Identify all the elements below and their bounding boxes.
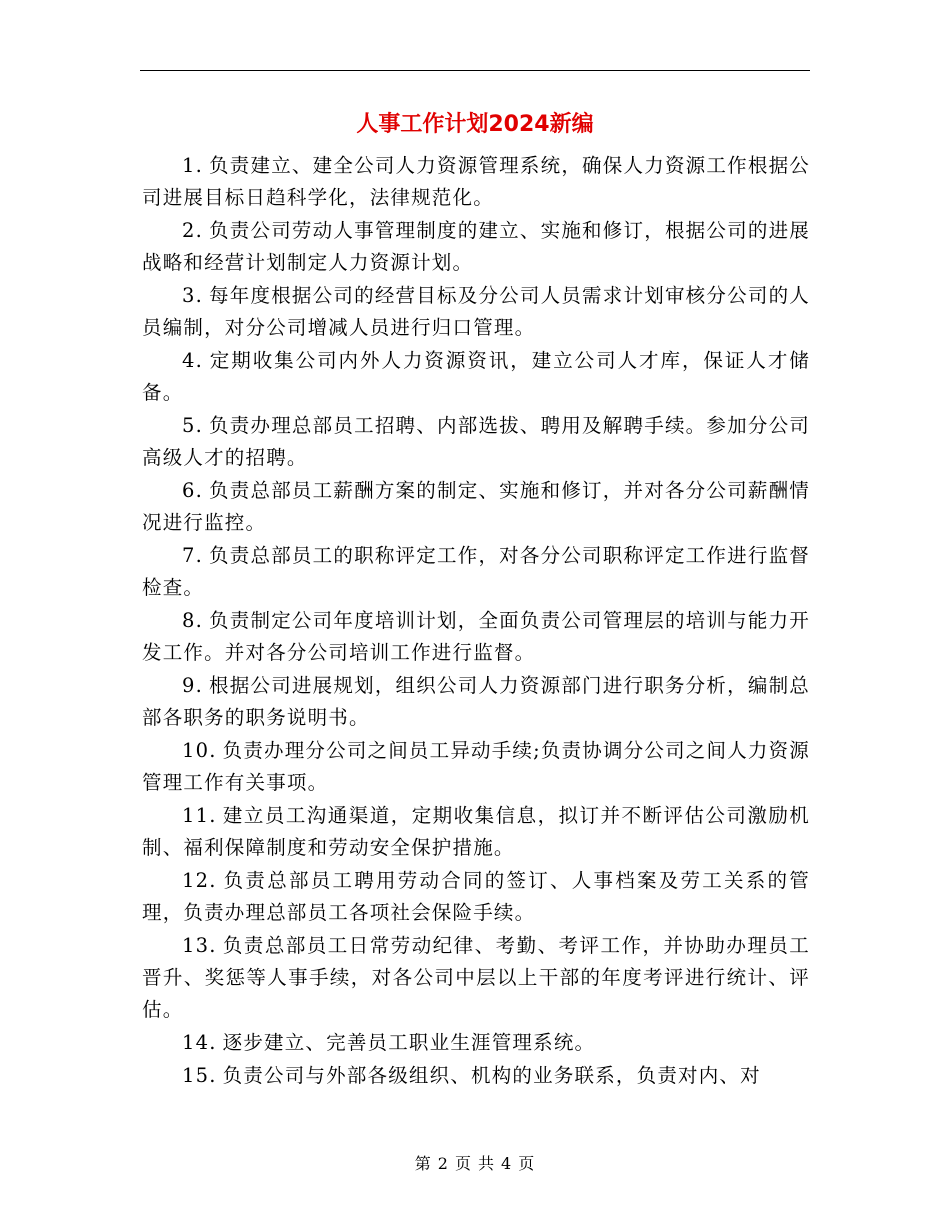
item-number: 7. (182, 544, 204, 567)
list-item (142, 1027, 810, 1059)
item-text: 负责办理总部员工招聘、内部选拔、聘用及解聘手续。参加分公司高级人才的招聘。 (142, 414, 810, 469)
list-item (142, 150, 810, 214)
page-footer (0, 1152, 950, 1176)
list-item (142, 540, 810, 604)
item-text: 负责公司与外部各级组织、机构的业务联系，负责对内、对 (222, 1064, 761, 1087)
item-number: 6. (182, 479, 204, 502)
item-text: 负责总部员工薪酬方案的制定、实施和修订，并对各分公司薪酬情况进行监控。 (142, 479, 810, 534)
item-number: 8. (182, 609, 204, 632)
document-title: 人事工作计划2024新编 (356, 112, 594, 137)
item-text: 定期收集公司内外人力资源资讯，建立公司人才库，保证人才储备。 (142, 349, 810, 404)
item-text: 根据公司进展规划，组织公司人力资源部门进行职务分析，编制总部各职务的职务说明书。 (142, 674, 810, 729)
item-number: 13. (182, 934, 217, 957)
list-item (142, 280, 810, 344)
list-item (142, 930, 810, 1026)
item-text: 负责公司劳动人事管理制度的建立、实施和修订，根据公司的进展战略和经营计划制定人力资源计划。 (142, 219, 810, 274)
item-text: 负责总部员工日常劳动纪律、考勤、考评工作，并协助办理员工晋升、奖惩等人事手续，对各公司中层以上干部的年度考评进行统计、评估。 (142, 934, 810, 1021)
item-text: 负责建立、建全公司人力资源管理系统，确保人力资源工作根据公司进展目标日趋科学化，法律规范化。 (142, 154, 810, 209)
item-text: 负责总部员工的职称评定工作，对各分公司职称评定工作进行监督检查。 (142, 544, 810, 599)
list-item (142, 345, 810, 409)
item-number: 10. (182, 739, 217, 762)
list-item (142, 410, 810, 474)
item-text: 负责办理分公司之间员工异动手续;负责协调分公司之间人力资源管理工作有关事项。 (142, 739, 810, 794)
item-text: 负责制定公司年度培训计划，全面负责公司管理层的培训与能力开发工作。并对各分公司培训工作进行监督。 (142, 609, 810, 664)
item-number: 1. (182, 154, 204, 177)
list-item (142, 1060, 810, 1092)
footer-current-page: 2 (437, 1154, 449, 1173)
item-number: 11. (182, 804, 217, 827)
list-item (142, 670, 810, 734)
footer-middle: 页 共 (454, 1154, 496, 1173)
footer-prefix: 第 (414, 1154, 432, 1173)
document-body (142, 150, 810, 1093)
item-text: 每年度根据公司的经营目标及分公司人员需求计划审核分公司的人员编制，对分公司增减人员进行归口管理。 (142, 284, 810, 339)
list-item (142, 475, 810, 539)
item-text: 负责总部员工聘用劳动合同的签订、人事档案及劳工关系的管理，负责办理总部员工各项社会保险手续。 (142, 869, 810, 924)
footer-total-pages: 4 (501, 1154, 513, 1173)
item-number: 12. (182, 869, 217, 892)
footer-suffix: 页 (518, 1154, 536, 1173)
list-item (142, 865, 810, 929)
list-item (142, 735, 810, 799)
item-number: 2. (182, 219, 204, 242)
item-number: 3. (182, 284, 204, 307)
item-text: 建立员工沟通渠道，定期收集信息，拟订并不断评估公司激励机制、福利保障制度和劳动安全保护措施。 (142, 804, 810, 859)
item-number: 9. (182, 674, 204, 697)
item-number: 5. (182, 414, 204, 437)
item-number: 15. (182, 1064, 217, 1087)
list-item (142, 215, 810, 279)
item-text: 逐步建立、完善员工职业生涯管理系统。 (222, 1031, 596, 1054)
item-number: 14. (182, 1031, 217, 1054)
header-rule (140, 70, 810, 71)
item-number: 4. (182, 349, 204, 372)
list-item (142, 605, 810, 669)
list-item (142, 800, 810, 864)
